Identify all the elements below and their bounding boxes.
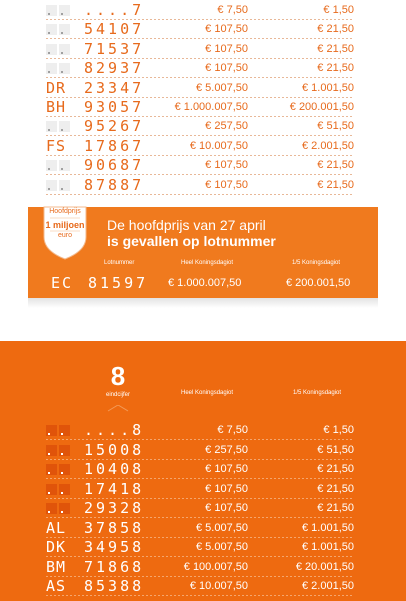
- row-prefix: [46, 499, 74, 518]
- row-number: 17418: [84, 479, 145, 498]
- row-number: 37858: [84, 518, 145, 537]
- row-prefix: [46, 117, 74, 136]
- row-number: 71537: [84, 39, 145, 58]
- row-prefix: [46, 519, 74, 538]
- row-prefix: [46, 480, 74, 499]
- empty-prefix-box: [59, 44, 70, 55]
- row-price-full: € 5.007,50: [196, 521, 248, 534]
- badge-label-amount: 1 miljoen: [45, 220, 85, 230]
- row-price-full: € 10.007,50: [189, 580, 248, 592]
- row-price-fifth: € 21,50: [317, 62, 354, 75]
- row-number: 95267: [84, 117, 145, 136]
- row-price-full: € 100.007,50: [183, 560, 248, 573]
- row-price-fifth: € 51,50: [317, 120, 354, 133]
- table-row: [0, 519, 406, 538]
- row-number: 90687: [84, 156, 145, 175]
- empty-prefix-box: [46, 121, 57, 132]
- empty-prefix-box: [46, 425, 57, 436]
- row-price-full: € 257,50: [205, 443, 248, 456]
- row-price-full: € 5.007,50: [196, 541, 248, 553]
- row-number: 71868: [84, 557, 145, 576]
- row-price-full: € 107,50: [205, 463, 248, 475]
- row-prefix: [46, 79, 74, 98]
- table-row: [0, 98, 406, 117]
- row-number: 15008: [84, 440, 145, 459]
- ending-digit: 8: [110, 361, 126, 391]
- jackpot-badge: [40, 203, 90, 261]
- row-prefix: [46, 137, 74, 156]
- row-price-full: € 7,50: [217, 4, 248, 16]
- column-header-lotnummer: Lotnummer: [104, 260, 135, 266]
- table-row: [0, 421, 406, 440]
- row-price-fifth: € 1.001,50: [302, 81, 354, 94]
- row-price-fifth: € 51,50: [317, 443, 354, 456]
- empty-prefix-box: [59, 445, 70, 456]
- row-price-full: € 7,50: [217, 424, 248, 436]
- column-header-full-ticket: Heel Koningsdagiot: [181, 260, 234, 266]
- row-price-full: € 257,50: [205, 120, 248, 133]
- row-price-fifth: € 21,50: [317, 178, 354, 191]
- empty-prefix-box: [59, 121, 70, 132]
- row-prefix-text: BH: [46, 98, 67, 116]
- row-number: ....8: [84, 421, 145, 439]
- table-row: [0, 137, 406, 156]
- table-row: [0, 441, 406, 460]
- empty-prefix-box: [46, 503, 57, 514]
- empty-prefix-box: [59, 180, 70, 191]
- row-price-fifth: € 200.001,50: [289, 101, 354, 113]
- row-price-full: € 107,50: [205, 502, 248, 514]
- row-price-fifth: € 21,50: [317, 159, 354, 172]
- table-row: [0, 156, 406, 175]
- empty-prefix-box: [59, 5, 70, 16]
- row-price-fifth: € 2.001,50: [302, 580, 354, 592]
- empty-prefix-box: [59, 160, 70, 171]
- row-prefix: [46, 577, 74, 596]
- row-price-full: € 107,50: [205, 62, 248, 75]
- empty-prefix-box: [59, 484, 70, 495]
- empty-prefix-box: [46, 44, 57, 55]
- jackpot-card-shadow: [28, 298, 378, 308]
- empty-prefix-box: [59, 464, 70, 475]
- empty-prefix-box: [46, 180, 57, 191]
- row-number: 10408: [84, 460, 145, 478]
- row-prefix: [46, 20, 74, 39]
- row-price-fifth: € 1,50: [323, 4, 354, 16]
- ending-digit-label: eindcijfer: [105, 392, 130, 398]
- table-row: [0, 577, 406, 596]
- empty-prefix-box: [46, 484, 57, 495]
- empty-prefix-box: [46, 5, 57, 16]
- row-prefix: [46, 558, 74, 577]
- row-prefix-text: AL: [46, 518, 67, 537]
- table-row: [0, 79, 406, 98]
- empty-prefix-box: [46, 63, 57, 74]
- row-prefix: [46, 421, 74, 440]
- row-price-full: € 107,50: [205, 482, 248, 495]
- empty-prefix-box: [59, 24, 70, 35]
- row-price-full: € 107,50: [205, 159, 248, 172]
- row-prefix-text: FS: [46, 136, 67, 155]
- empty-prefix-box: [46, 160, 57, 171]
- row-divider: [46, 194, 354, 195]
- jackpot-headline: De hoofdprijs van 27 april: [107, 217, 266, 233]
- row-prefix: [46, 98, 74, 117]
- row-prefix-text: DK: [46, 538, 67, 556]
- table-row: [0, 40, 406, 59]
- row-price-fifth: € 1,50: [323, 424, 354, 436]
- row-prefix: [46, 538, 74, 557]
- row-number: 17867: [84, 136, 145, 155]
- row-number: 82937: [84, 59, 145, 78]
- table-row: [0, 480, 406, 499]
- row-price-fifth: € 1.001,50: [302, 521, 354, 534]
- row-price-fifth: € 21,50: [317, 42, 354, 55]
- row-price-fifth: € 21,50: [317, 502, 354, 514]
- jackpot-prefix: EC: [51, 274, 74, 292]
- row-price-full: € 107,50: [205, 178, 248, 191]
- jackpot-price-fifth: € 200.001,50: [286, 277, 351, 289]
- pointer-notch-icon: [106, 405, 130, 415]
- table-row: [0, 59, 406, 78]
- jackpot-price-full: € 1.000.007,50: [168, 277, 242, 289]
- row-prefix-text: AS: [46, 577, 67, 595]
- table-row: [0, 1, 406, 20]
- row-prefix: [46, 460, 74, 479]
- row-number: 34958: [84, 538, 145, 556]
- row-prefix: [46, 40, 74, 59]
- section-header: [0, 341, 406, 413]
- row-prefix: [46, 441, 74, 460]
- row-number: ....7: [84, 1, 145, 19]
- jackpot-card: [28, 207, 378, 298]
- row-price-full: € 1.000.007,50: [174, 101, 248, 113]
- table-row: [0, 538, 406, 557]
- row-price-fifth: € 1.001,50: [302, 541, 354, 553]
- empty-prefix-box: [46, 445, 57, 456]
- table-row: [0, 176, 406, 195]
- row-prefix: [46, 156, 74, 175]
- row-price-fifth: € 21,50: [317, 463, 354, 475]
- row-prefix-text: DR: [46, 78, 67, 97]
- table-row: [0, 460, 406, 479]
- row-price-full: € 10.007,50: [189, 139, 248, 152]
- column-header-fifth-ticket: 1/5 Koningsdagiot: [292, 260, 341, 266]
- results-section-ending-8: [0, 341, 406, 601]
- jackpot-subheadline: is gevallen op lotnummer: [107, 233, 276, 249]
- row-price-full: € 107,50: [205, 42, 248, 55]
- row-number: 93057: [84, 98, 145, 116]
- table-row: [0, 558, 406, 577]
- row-number: 29328: [84, 499, 145, 517]
- empty-prefix-box: [46, 464, 57, 475]
- row-number: 23347: [84, 78, 145, 97]
- empty-prefix-box: [59, 503, 70, 514]
- row-number: 54107: [84, 20, 145, 39]
- row-prefix: [46, 176, 74, 195]
- row-number: 85388: [84, 577, 145, 595]
- badge-label-top: Hoofdprijs: [49, 208, 81, 215]
- row-price-fifth: € 20.001,50: [295, 560, 354, 573]
- table-row: [0, 20, 406, 39]
- badge-label-currency: euro: [57, 232, 72, 239]
- row-number: 87887: [84, 175, 145, 194]
- column-header-fifth-ticket: 1/5 Koningsdagiot: [293, 390, 342, 396]
- row-prefix: [46, 59, 74, 78]
- empty-prefix-box: [59, 63, 70, 74]
- row-divider: [46, 595, 354, 596]
- row-prefix: [46, 1, 74, 20]
- table-row: [0, 499, 406, 518]
- jackpot-number: 81597: [88, 274, 149, 292]
- empty-prefix-box: [59, 425, 70, 436]
- row-price-full: € 107,50: [205, 23, 248, 36]
- row-price-fifth: € 21,50: [317, 482, 354, 495]
- row-price-fifth: € 2.001,50: [302, 139, 354, 152]
- row-price-full: € 5.007,50: [196, 81, 248, 94]
- column-header-full-ticket: Heel Koningsdagiot: [181, 390, 234, 396]
- table-row: [0, 117, 406, 136]
- empty-prefix-box: [46, 24, 57, 35]
- row-prefix-text: BM: [46, 557, 67, 576]
- row-price-fifth: € 21,50: [317, 23, 354, 36]
